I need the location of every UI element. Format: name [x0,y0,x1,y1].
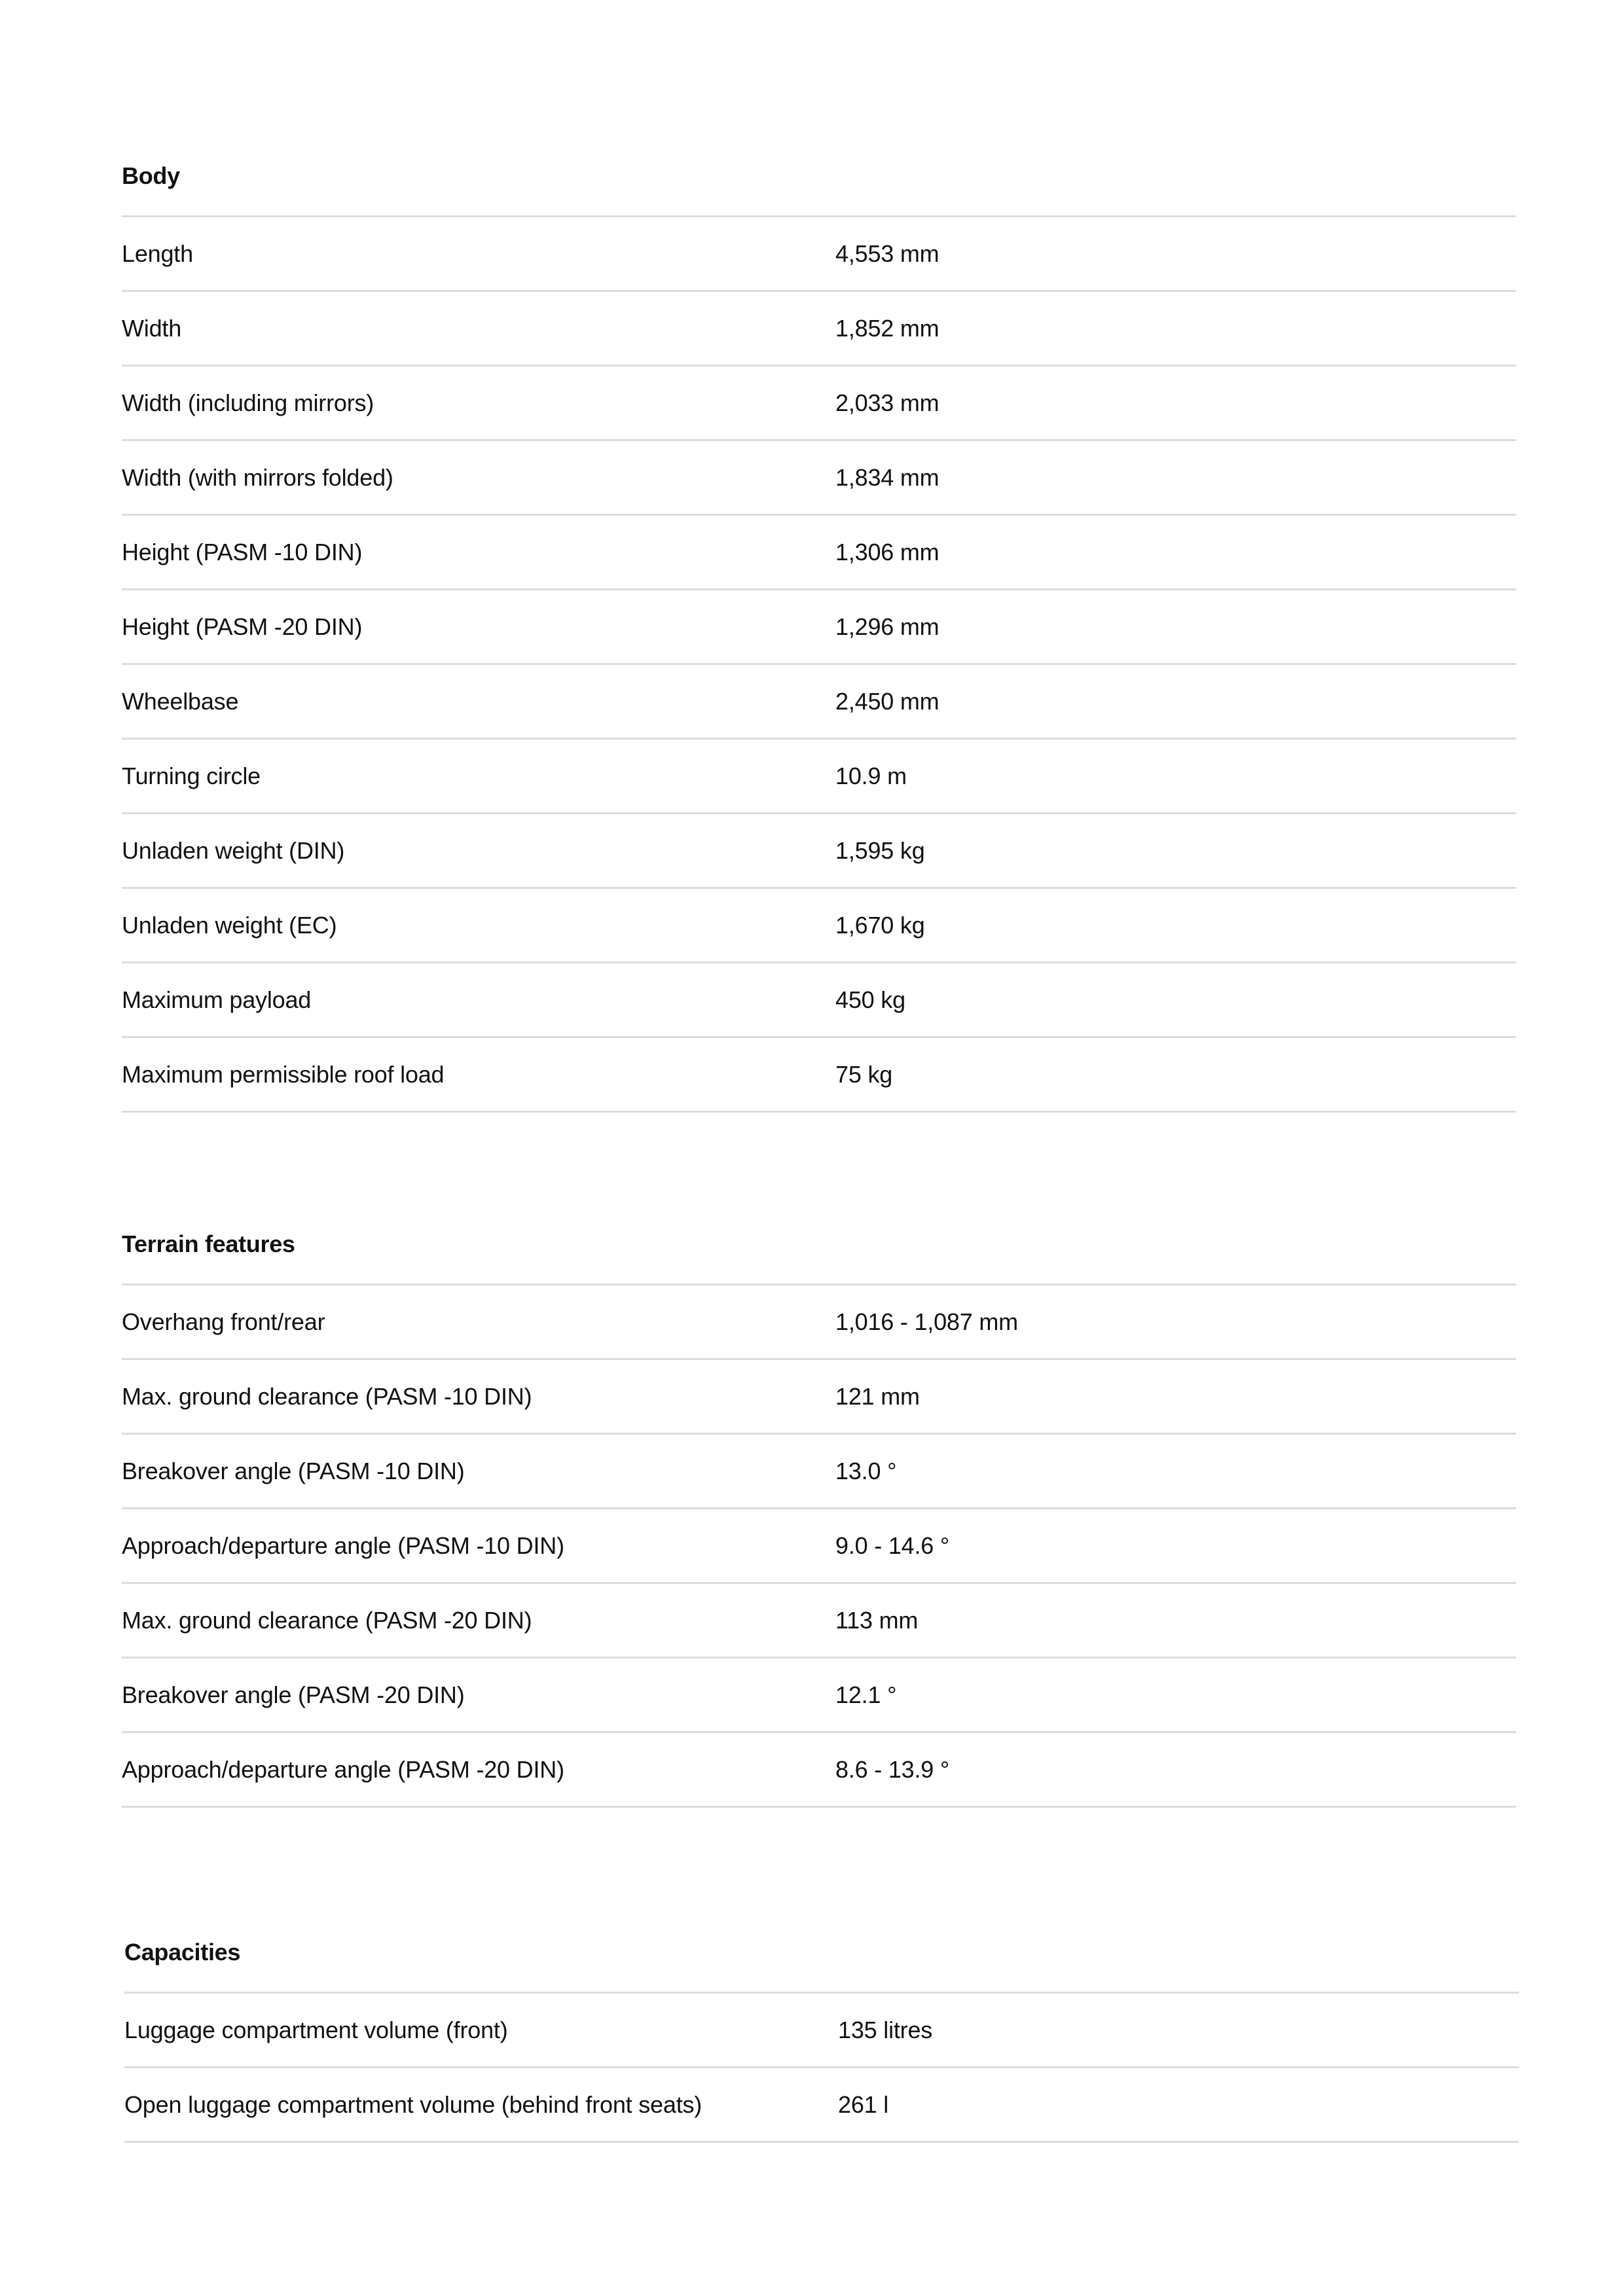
spec-row [122,1038,1516,1113]
spec-row [122,367,1516,441]
spec-value: 2,033 mm [835,389,939,416]
terrain-section [122,1226,1516,1808]
spec-value: 1,016 - 1,087 mm [835,1308,1018,1335]
spec-label: Wheelbase [122,687,239,715]
spec-value: 75 kg [835,1060,893,1088]
spec-row [122,1509,1516,1584]
spec-label: Maximum payload [122,986,312,1013]
spec-label: Height (PASM -10 DIN) [122,538,363,565]
spec-label: Approach/departure angle (PASM -10 DIN) [122,1532,564,1559]
spec-label: Luggage compartment volume (front) [124,2016,508,2043]
spec-value: 9.0 - 14.6 ° [835,1532,950,1559]
capacities-section [124,1934,1519,2143]
spec-row [122,963,1516,1038]
spec-row [122,516,1516,590]
spec-value: 113 mm [835,1606,919,1634]
spec-value: 13.0 ° [835,1457,897,1484]
spec-row [122,1285,1516,1360]
spec-row [122,1360,1516,1435]
spec-label: Breakover angle (PASM -20 DIN) [122,1681,465,1708]
body-section [122,158,1516,1113]
spec-label: Breakover angle (PASM -10 DIN) [122,1457,465,1484]
spec-value: 2,450 mm [835,687,939,715]
spec-row [122,217,1516,292]
spec-row [122,814,1516,889]
spec-label: Length [122,240,193,267]
spec-label: Turning circle [122,762,261,789]
spec-label: Max. ground clearance (PASM -20 DIN) [122,1606,532,1634]
spec-row [122,292,1516,367]
spec-label: Open luggage compartment volume (behind front seats) [124,2090,702,2118]
spec-value: 1,306 mm [835,538,939,565]
spec-label: Max. ground clearance (PASM -10 DIN) [122,1382,532,1410]
spec-label: Unladen weight (DIN) [122,836,345,864]
spec-value: 8.6 - 13.9 ° [835,1755,950,1783]
spec-value: 1,595 kg [835,836,925,864]
spec-value: 261 l [838,2090,889,2118]
spec-row [122,1584,1516,1659]
section-title-body: Body [122,158,1516,217]
spec-label: Width [122,314,182,342]
spec-value: 135 litres [838,2016,933,2043]
spec-value: 12.1 ° [835,1681,897,1708]
spec-label: Height (PASM -20 DIN) [122,613,363,640]
spec-row [122,1733,1516,1808]
spec-row [122,740,1516,814]
spec-row [124,1994,1519,2068]
spec-label: Unladen weight (EC) [122,911,337,939]
spec-label: Maximum permissible roof load [122,1060,445,1088]
section-title-terrain: Terrain features [122,1226,1516,1285]
spec-row [124,2068,1519,2143]
spec-value: 10.9 m [835,762,907,789]
spec-value: 1,852 mm [835,314,939,342]
spec-label: Width (including mirrors) [122,389,374,416]
spec-row [122,590,1516,665]
spec-value: 121 mm [835,1382,920,1410]
spec-label: Overhang front/rear [122,1308,325,1335]
spec-label: Width (with mirrors folded) [122,463,393,491]
section-title-capacities: Capacities [124,1934,1519,1994]
spec-value: 450 kg [835,986,905,1013]
spec-row [122,1659,1516,1733]
spec-value: 1,670 kg [835,911,925,939]
spec-row [122,441,1516,516]
spec-value: 1,834 mm [835,463,939,491]
spec-row [122,665,1516,740]
spec-value: 4,553 mm [835,240,939,267]
spec-row [122,889,1516,963]
spec-value: 1,296 mm [835,613,939,640]
spec-label: Approach/departure angle (PASM -20 DIN) [122,1755,564,1783]
spec-row [122,1435,1516,1509]
